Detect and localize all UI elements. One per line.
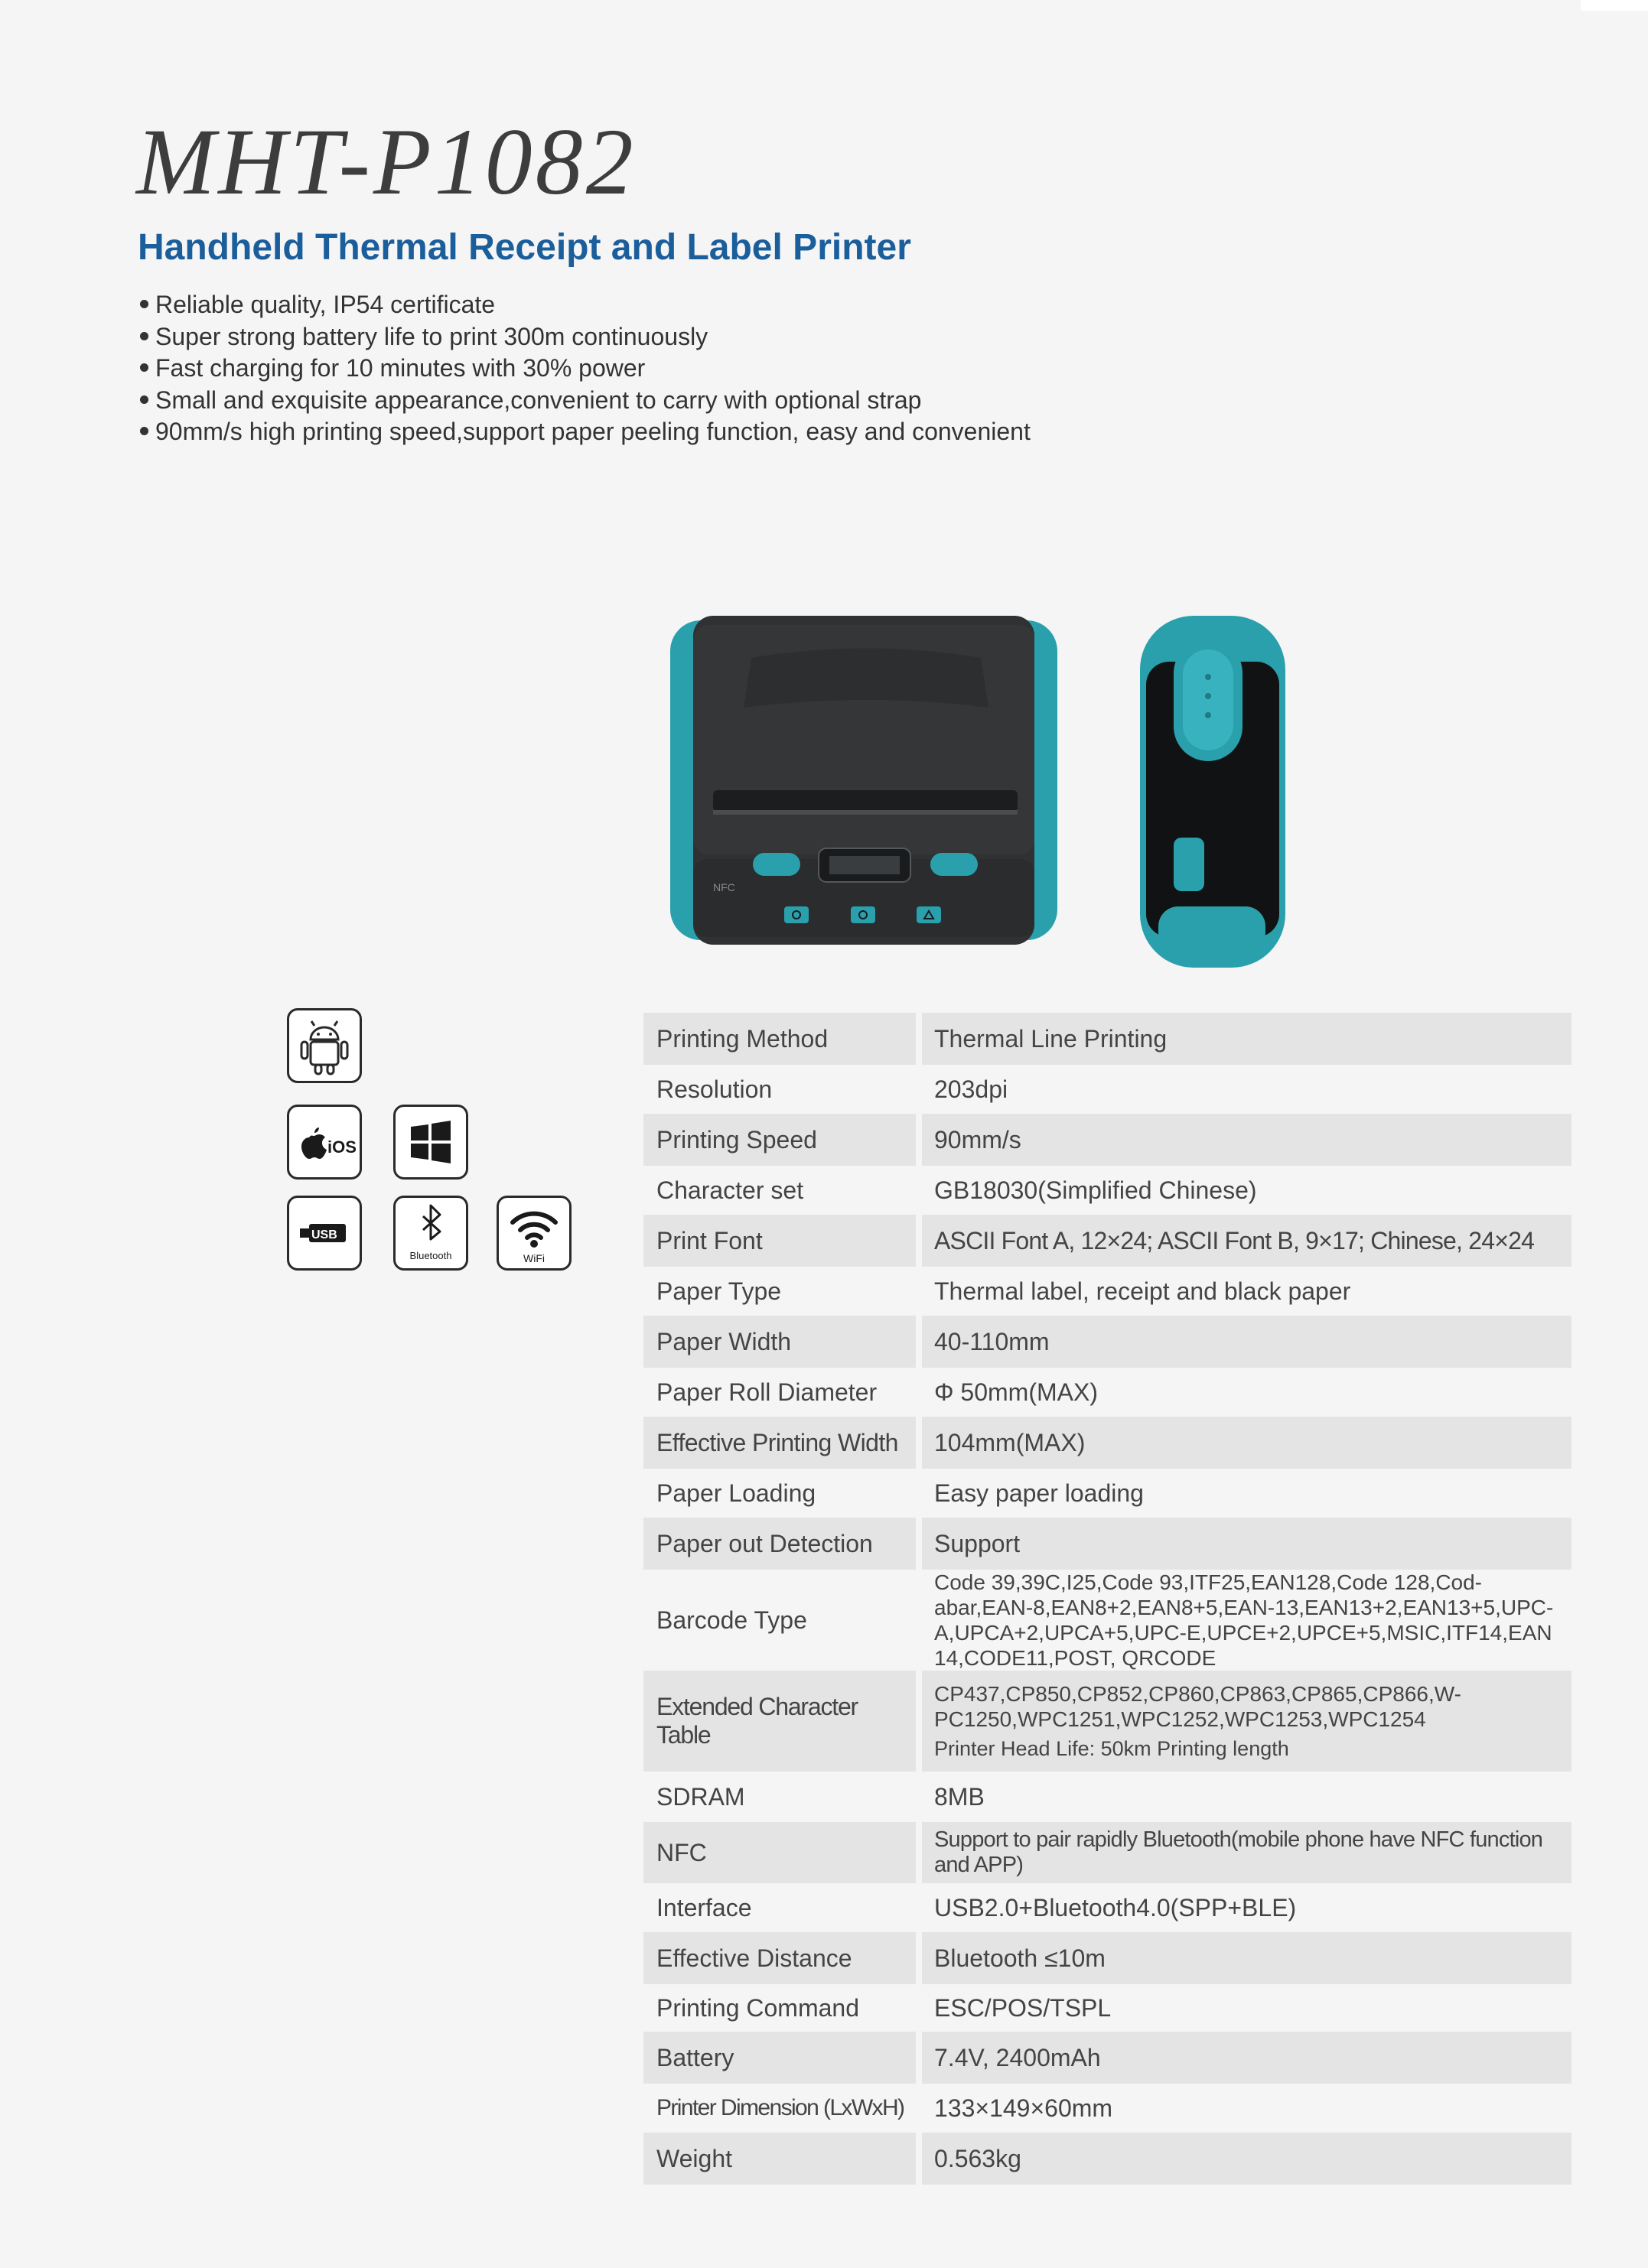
spec-label: Print Font (643, 1215, 916, 1267)
spec-row-paper-out-detection (643, 1518, 1571, 1570)
product-subtitle: Handheld Thermal Receipt and Label Printer (138, 227, 911, 268)
spec-row-nfc (643, 1822, 1571, 1883)
model-title: MHT-P1082 (136, 109, 637, 214)
spec-label: Effective Printing Width (643, 1417, 916, 1469)
spec-label: Paper Type (656, 1277, 782, 1305)
spec-label: Extended Character Table (643, 1671, 916, 1772)
spec-row-effective-distance (643, 1932, 1571, 1984)
spec-row-weight (643, 2133, 1571, 2185)
printer-side-image (1135, 616, 1290, 968)
android-icon (287, 1008, 362, 1083)
spec-row-effective-printing-width (643, 1417, 1571, 1469)
spec-row-printing-command (643, 1984, 1571, 2032)
spec-row-paper-roll-diameter (643, 1368, 1571, 1417)
top-corner-strip (1581, 0, 1648, 11)
spec-label: Weight (643, 2133, 916, 2185)
svg-text:NFC: NFC (713, 881, 735, 893)
spec-row-print-font (643, 1215, 1571, 1267)
spec-value: ESC/POS/TSPL (934, 1993, 1112, 2022)
spec-value: 40-110mm (922, 1316, 1571, 1368)
usb-icon (287, 1196, 362, 1271)
spec-value: USB2.0+Bluetooth4.0(SPP+BLE) (934, 1893, 1297, 1921)
spec-label: Paper out Detection (643, 1518, 916, 1570)
feature-item: Super strong battery life to print 300m continuously (140, 321, 1031, 353)
spec-row-printing-method (643, 1013, 1571, 1065)
spec-value: GB18030(Simplified Chinese) (934, 1176, 1257, 1204)
spec-value: Code 39,39C,I25,Code 93,ITF25,EAN128,Code 128,Cod- abar,EAN-8,EAN8+2,EAN8+5,EAN-13,EAN13+2,EAN13+5,UPC- A,UPCA+2,UPCA+5,UPC-E,UPCE+2,UPCE+5,MSIC,ITF14,EAN 14,CODE11,POST, QRCODE (934, 1570, 1554, 1670)
spec-value: Φ 50mm(MAX) (934, 1378, 1098, 1406)
spec-label: Printing Speed (643, 1114, 916, 1166)
spec-row-interface (643, 1883, 1571, 1932)
spec-label: NFC (643, 1822, 916, 1883)
spec-label: Paper Roll Diameter (656, 1378, 878, 1406)
spec-label: Interface (656, 1893, 752, 1921)
spec-value: Thermal label, receipt and black paper (934, 1277, 1351, 1305)
spec-table (643, 1013, 1571, 2185)
spec-label: Printing Command (656, 1993, 859, 2022)
spec-value: CP437,CP850,CP852,CP860,CP863,CP865,CP866,W- PC1250,WPC1251,WPC1252,WPC1253,WPC1254 Printer Head Life: 50km Printing length (922, 1671, 1571, 1772)
spec-row-paper-type (643, 1267, 1571, 1316)
wifi-icon (497, 1196, 572, 1271)
bullet-dot (140, 427, 148, 435)
spec-label: SDRAM (656, 1782, 745, 1811)
spec-row-sdram (643, 1772, 1571, 1822)
ios-icon (287, 1105, 362, 1180)
bluetooth-icon (393, 1196, 468, 1271)
svg-text:iOS: iOS (327, 1137, 357, 1157)
spec-label: Effective Distance (643, 1932, 916, 1984)
svg-text:USB: USB (311, 1228, 337, 1241)
spec-value: 7.4V, 2400mAh (922, 2032, 1571, 2084)
spec-label: Barcode Type (656, 1606, 807, 1634)
spec-value: ASCII Font A, 12×24; ASCII Font B, 9×17; Chinese, 24×24 (922, 1215, 1571, 1267)
spec-row-extended-character-table (643, 1671, 1571, 1772)
bullet-dot (140, 363, 148, 372)
spec-row-barcode-type (643, 1570, 1571, 1671)
printer-front-image (660, 616, 1067, 945)
spec-row-printer-dimension (643, 2084, 1571, 2133)
spec-row-battery (643, 2032, 1571, 2084)
spec-row-paper-width (643, 1316, 1571, 1368)
spec-row-paper-loading (643, 1469, 1571, 1518)
spec-label: Paper Loading (656, 1479, 816, 1507)
spec-value: 8MB (934, 1782, 985, 1811)
windows-icon (393, 1105, 468, 1180)
spec-value: 203dpi (934, 1075, 1008, 1103)
bullet-dot (140, 332, 148, 340)
bullet-dot (140, 300, 148, 308)
spec-row-resolution (643, 1065, 1571, 1114)
spec-label: Printer Dimension (LxWxH) (656, 2095, 904, 2120)
feature-item: Reliable quality, IP54 certificate (140, 289, 1031, 321)
spec-value: 0.563kg (922, 2133, 1571, 2185)
bullet-dot (140, 395, 148, 404)
spec-value: 104mm(MAX) (922, 1417, 1571, 1469)
spec-value: Easy paper loading (934, 1479, 1144, 1507)
spec-value: 133×149×60mm (934, 2094, 1113, 2122)
feature-item: 90mm/s high printing speed,support paper peeling function, easy and convenient (140, 416, 1031, 448)
spec-row-character-set (643, 1166, 1571, 1215)
spec-value: Bluetooth ≤10m (922, 1932, 1571, 1984)
spec-label: Resolution (656, 1075, 773, 1103)
feature-item: Fast charging for 10 minutes with 30% power (140, 353, 1031, 385)
spec-label: Character set (656, 1176, 804, 1204)
spec-label: Battery (643, 2032, 916, 2084)
svg-text:WiFi: WiFi (523, 1252, 545, 1264)
spec-value: Support to pair rapidly Bluetooth(mobile phone have NFC function and APP) (922, 1822, 1571, 1883)
spec-label: Printing Method (643, 1013, 916, 1065)
spec-row-printing-speed (643, 1114, 1571, 1166)
spec-label: Paper Width (643, 1316, 916, 1368)
spec-value: Thermal Line Printing (922, 1013, 1571, 1065)
feature-list (140, 289, 1031, 448)
spec-value: Support (922, 1518, 1571, 1570)
svg-text:Bluetooth: Bluetooth (409, 1250, 452, 1261)
feature-item: Small and exquisite appearance,convenient to carry with optional strap (140, 385, 1031, 417)
spec-value: 90mm/s (922, 1114, 1571, 1166)
